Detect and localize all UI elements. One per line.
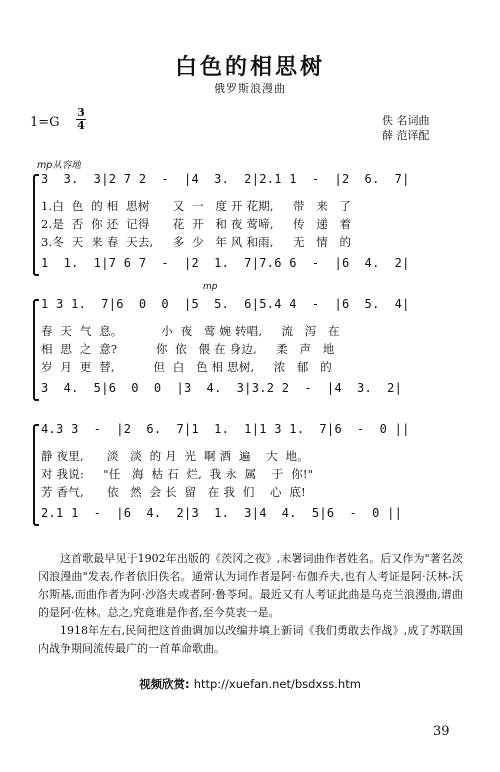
song-notes (38, 550, 463, 658)
time-signature (76, 108, 86, 131)
song-title: 白色的相思树 (174, 54, 325, 80)
note-paragraph-1: 这首歌最早见于1902年出版的《茨冈之夜》,未署词曲作者姓名。后又作为"著名茨冈浪漫曲"发表,作者依旧佚名。通常认为词作者是阿·布伽乔夫,也有人考证是阿·沃林-沃尔斯基,而曲作者为阿·沙洛夫或者阿·鲁苓珂。最近又有人考证此曲是乌克兰浪漫曲,谱曲的是阿·佐林。总之,究竟谁是作者,至今莫衷一是。 (38, 552, 463, 619)
score-system-2 (33, 282, 463, 405)
melody-line: 4.3 3 - |2 6. 7|1 1. 1|1 3 1. 7|6 - 0 || (41, 422, 410, 436)
translator-credit: 薛 范译配 (382, 129, 430, 142)
note-paragraph-2: 1918年左右,民间把这首曲调加以改编并填上新词《我们勇敢去作战》,成了苏联国内战争期间流传最广的一首革命歌曲。 (38, 624, 463, 655)
lyric-verse-1: 1.白 色 的 相 思树 又 一 度 开 花期, 带 来 了 (41, 199, 352, 213)
tempo-mark: mp从容地 (37, 160, 81, 171)
video-url-link[interactable]: http://xuefan.net/bsdxss.htm (193, 677, 361, 691)
lyric-verse-2: 对 我说: "任 海 枯 石 烂, 我 永 属 于 你!" (41, 467, 314, 481)
melody-line: 3 3. 3|2 7 2 - |4 3. 2|2.1 1 - |2 6. 7| (41, 172, 410, 186)
harmony-line: 3 4. 5|6 0 0 |3 4. 3|3.2 2 - |4 3. 2| (41, 381, 403, 395)
song-subtitle: 俄罗斯浪漫曲 (214, 82, 286, 95)
system-brace (33, 299, 39, 401)
lyric-verse-2: 相 思 之 意? 你 依 偎 在 身边, 柔 声 地 (41, 342, 335, 356)
time-signature-bottom: 4 (77, 119, 85, 132)
page-number: 39 (433, 724, 450, 739)
score-system-1 (33, 170, 463, 280)
score-system-3 (33, 420, 463, 530)
lyric-verse-3: 岁 月 更 替, 但 白 色 相 思树, 浓 郁 的 (41, 360, 332, 374)
lyric-verse-3: 芳 香气, 依 然 会 长 留 在 我 们 心 底! (41, 485, 306, 499)
key-signature: 1=G (30, 115, 60, 130)
system-brace (33, 174, 39, 276)
lyric-verse-1: 春 天 气 息。 小 夜 莺 婉 转唱, 流 泻 在 (41, 324, 340, 338)
lyric-verse-3: 3.冬 天 来 春 天去, 多 少 年 风 和雨, 无 情 的 (41, 235, 352, 249)
video-label: 视频欣赏: (139, 677, 190, 691)
time-signature-top: 3 (77, 106, 85, 119)
harmony-line: 1 1. 1|7 6 7 - |2 1. 7|7.6 6 - |6 4. 2| (41, 256, 410, 270)
video-link-line (0, 676, 500, 692)
melody-line: 1 3 1. 7|6 0 0 |5 5. 6|5.4 4 - |6 5. 4| (41, 297, 410, 311)
harmony-line: 2.1 1 - |6 4. 2|3 1. 3|4 4. 5|6 - 0 || (41, 506, 403, 520)
lyric-verse-2: 2.是 否 你 还 记得 花 开 和 夜 莺啼, 传 递 着 (41, 217, 352, 231)
dynamic-mark: mp (203, 282, 218, 292)
system-brace (33, 424, 39, 526)
lyricist-composer-credit: 佚 名词曲 (382, 114, 430, 127)
lyric-verse-1: 静 夜里, 淡 淡 的 月 光 啊 酒 遍 大 地。 (41, 449, 309, 463)
